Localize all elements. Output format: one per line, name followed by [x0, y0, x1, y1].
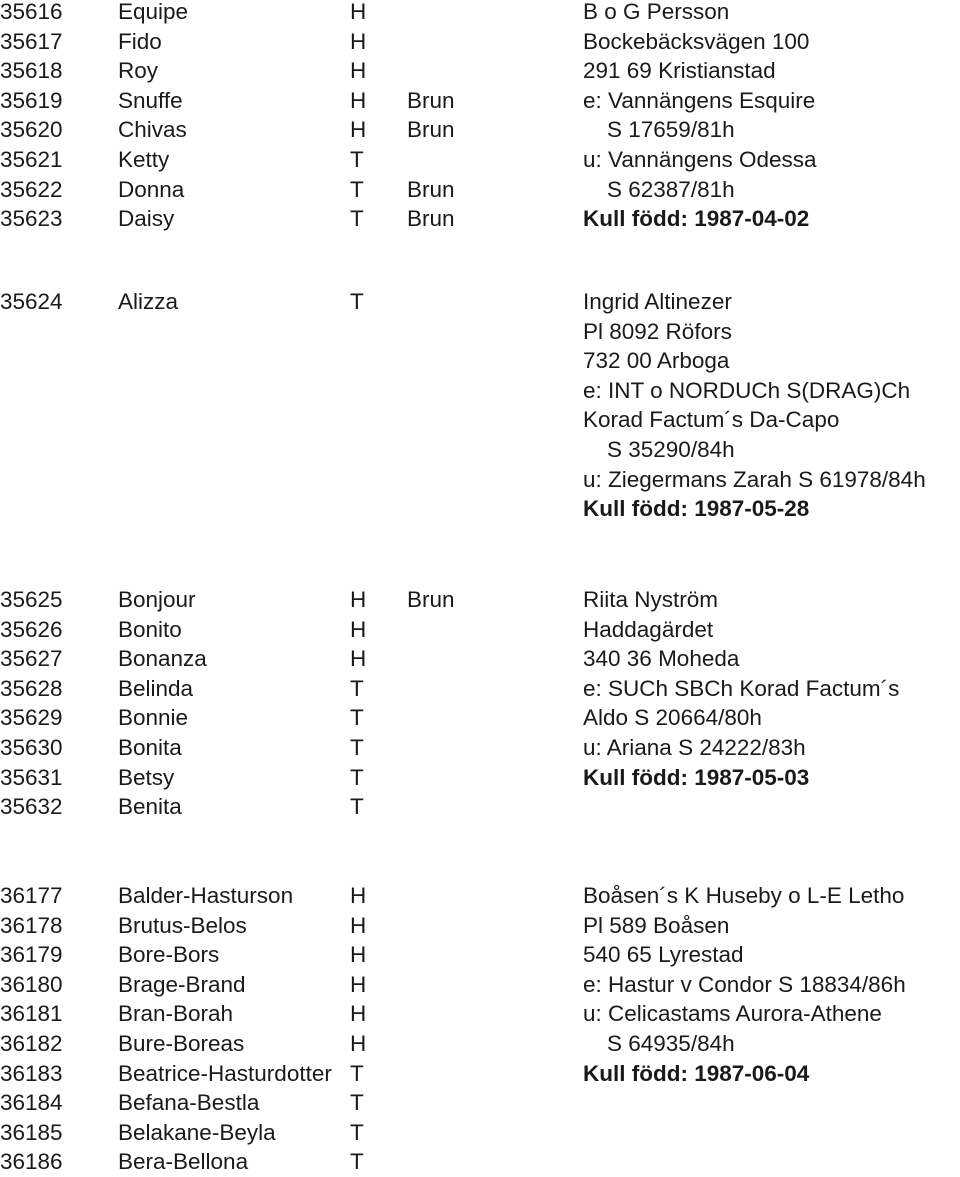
registration-number: 36178 — [0, 912, 63, 938]
dog-name: Daisy — [118, 206, 175, 232]
litter-info: Kull född: 1987-06-04 — [583, 1060, 810, 1086]
registration-number: 35620 — [0, 117, 63, 143]
dog-sex: H — [350, 1001, 367, 1027]
dog-sex: T — [350, 1090, 364, 1116]
dog-name: Roy — [118, 58, 159, 84]
registration-number: 35617 — [0, 28, 63, 54]
dog-name: Brutus-Belos — [118, 912, 247, 938]
dog-name: Bonita — [118, 735, 182, 760]
registration-number: 36184 — [0, 1090, 63, 1116]
dog-name: Befana-Bestla — [118, 1090, 260, 1116]
dog-name: Bure-Boreas — [118, 1031, 245, 1056]
dog-name: Brage-Brand — [118, 971, 246, 997]
dog-color: Brun — [407, 587, 455, 612]
dog-sex: H — [350, 117, 367, 143]
litter-info: u: Celicastams Aurora-Athene — [583, 1001, 882, 1027]
litter-info: Boåsen´s K Huseby o L-E Letho — [583, 883, 905, 908]
dog-name: Belakane-Beyla — [118, 1119, 276, 1145]
dog-name: Snuffe — [118, 87, 183, 113]
dog-sex: H — [350, 883, 367, 908]
dog-sex: T — [350, 1060, 364, 1086]
registration-number: 35627 — [0, 646, 63, 672]
dog-sex: H — [350, 912, 367, 938]
dog-name: Bonjour — [118, 587, 196, 612]
litter-info: Kull född: 1987-04-02 — [583, 206, 810, 232]
dog-name: Bran-Borah — [118, 1001, 234, 1027]
dog-name: Fido — [118, 28, 162, 54]
dog-name: Bera-Bellona — [118, 1149, 249, 1175]
dog-sex: H — [350, 0, 367, 24]
registration-number: 35616 — [0, 0, 63, 24]
litter-info: 291 69 Kristianstad — [583, 58, 776, 84]
dog-color: Brun — [407, 117, 455, 143]
dog-sex: T — [350, 735, 364, 760]
registration-number: 35631 — [0, 764, 63, 790]
litter-info: 340 36 Moheda — [583, 646, 740, 672]
litter-info: Ingrid Altinezer — [583, 289, 732, 314]
dog-name: Benita — [118, 794, 182, 820]
litter-info: u: Ariana S 24222/83h — [583, 735, 806, 760]
dog-name: Ketty — [118, 147, 170, 172]
litter-info: S 64935/84h — [607, 1031, 735, 1056]
litter-info: Aldo S 20664/80h — [583, 705, 762, 731]
dog-sex: H — [350, 616, 367, 642]
dog-sex: T — [350, 176, 364, 202]
dog-sex: T — [350, 206, 364, 232]
dog-sex: H — [350, 587, 367, 612]
dog-name: Bonnie — [118, 705, 189, 731]
dog-name: Chivas — [118, 117, 187, 143]
registration-number: 35622 — [0, 176, 63, 202]
litter-info: Riita Nyström — [583, 587, 719, 612]
dog-name: Beatrice-Hasturdotter — [118, 1060, 332, 1086]
litter-info: B o G Persson — [583, 0, 730, 24]
litter-info: S 35290/84h — [607, 437, 735, 462]
dog-sex: H — [350, 87, 367, 113]
litter-info: 540 65 Lyrestad — [583, 942, 744, 968]
litter-info: e: SUCh SBCh Korad Factum´s — [583, 675, 900, 701]
dog-sex: T — [350, 764, 364, 790]
dog-name: Belinda — [118, 675, 194, 701]
litter-info: Haddagärdet — [583, 616, 714, 642]
registration-number: 35629 — [0, 705, 63, 731]
dog-name: Balder-Hasturson — [118, 883, 294, 908]
registration-number: 36182 — [0, 1031, 63, 1056]
dog-sex: T — [350, 675, 364, 701]
dog-sex: H — [350, 28, 367, 54]
registration-number: 35618 — [0, 58, 63, 84]
dog-name: Alizza — [118, 289, 179, 314]
litter-info: e: INT o NORDUCh S(DRAG)Ch — [583, 377, 911, 403]
dog-sex: H — [350, 58, 367, 84]
registration-number: 36185 — [0, 1119, 63, 1145]
registration-number: 35626 — [0, 616, 63, 642]
litter-info: Kull född: 1987-05-03 — [583, 764, 810, 790]
registration-number: 36177 — [0, 883, 63, 908]
dog-sex: H — [350, 646, 367, 672]
dog-name: Betsy — [118, 764, 175, 790]
litter-info: Bockebäcksvägen 100 — [583, 28, 810, 54]
dog-sex: T — [350, 1149, 364, 1175]
registration-number: 35625 — [0, 587, 63, 612]
registration-number: 35621 — [0, 147, 63, 172]
registration-number: 35628 — [0, 675, 63, 701]
litter-info: S 62387/81h — [607, 176, 735, 202]
dog-name: Equipe — [118, 0, 189, 24]
dog-color: Brun — [407, 176, 455, 202]
dog-name: Bonito — [118, 616, 182, 642]
dog-sex: T — [350, 147, 364, 172]
litter-info: u: Vannängens Odessa — [583, 147, 817, 172]
dog-sex: H — [350, 971, 367, 997]
litter-info: u: Ziegermans Zarah S 61978/84h — [583, 466, 926, 492]
dog-sex: T — [350, 289, 364, 314]
dog-color: Brun — [407, 206, 455, 232]
registration-number: 36180 — [0, 971, 63, 997]
dog-sex: H — [350, 942, 367, 968]
dog-sex: H — [350, 1031, 367, 1056]
registration-number: 35623 — [0, 206, 63, 232]
dog-name: Bore-Bors — [118, 942, 220, 968]
litter-info: Korad Factum´s Da-Capo — [583, 407, 840, 433]
litter-info: e: Hastur v Condor S 18834/86h — [583, 971, 906, 997]
registration-number: 36186 — [0, 1149, 63, 1175]
dog-sex: T — [350, 794, 364, 820]
dog-color: Brun — [407, 87, 455, 113]
registration-number: 36179 — [0, 942, 63, 968]
dog-sex: T — [350, 1119, 364, 1145]
registration-number: 35632 — [0, 794, 63, 820]
litter-info: S 17659/81h — [607, 117, 735, 143]
registration-number: 35619 — [0, 87, 63, 113]
dog-name: Donna — [118, 176, 185, 202]
litter-info: 732 00 Arboga — [583, 348, 730, 374]
litter-info: Kull född: 1987-05-28 — [583, 496, 810, 522]
registration-number: 35630 — [0, 735, 63, 760]
litter-info: Pl 589 Boåsen — [583, 912, 730, 938]
registration-number: 35624 — [0, 289, 63, 314]
litter-info: e: Vannängens Esquire — [583, 87, 816, 113]
registration-number: 36181 — [0, 1001, 63, 1027]
litter-info: Pl 8092 Röfors — [583, 318, 732, 344]
dog-sex: T — [350, 705, 364, 731]
dog-name: Bonanza — [118, 646, 207, 672]
registration-number: 36183 — [0, 1060, 63, 1086]
